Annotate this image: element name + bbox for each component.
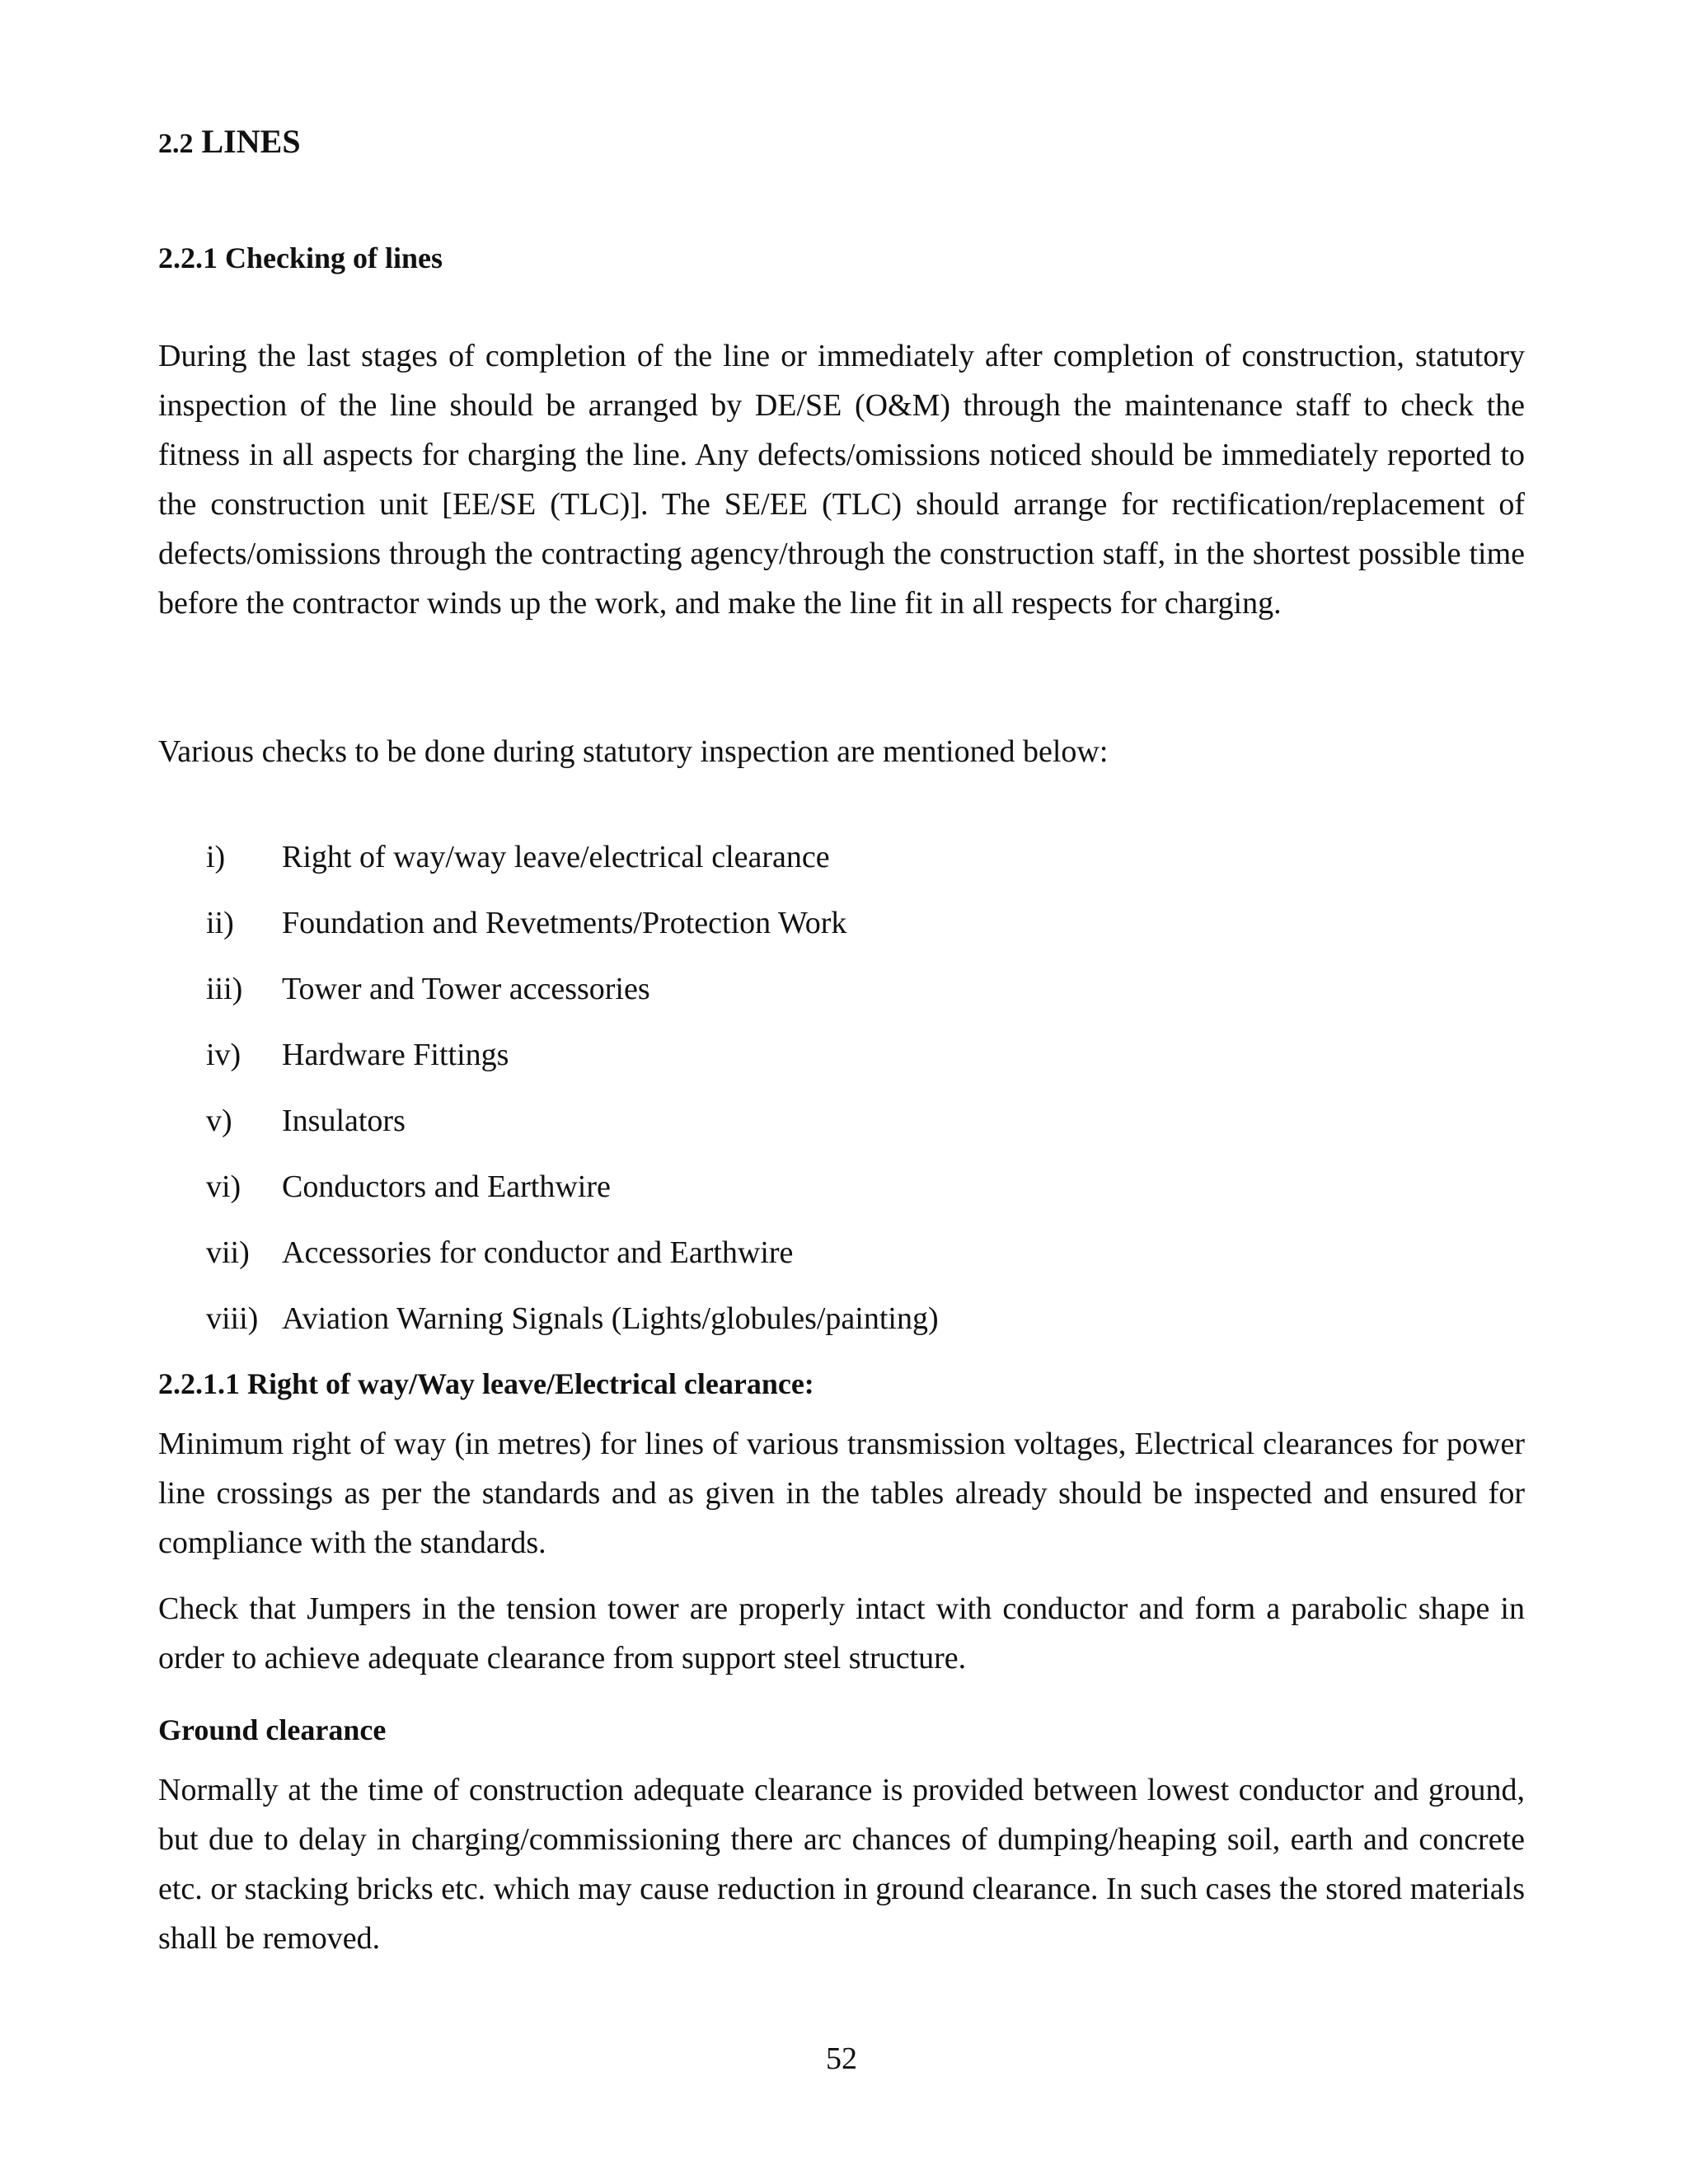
- list-item: iv) Hardware Fittings: [206, 1038, 509, 1072]
- list-item: vii) Accessories for conductor and Earthwire: [206, 1235, 794, 1270]
- intro-paragraph: During the last stages of completion of the line or immediately after completion of construction, statutory inspection of the line should be arranged by DE/SE (O&M) through the maintenance staff to check the fitness in all aspects for charging the line. Any defects/omissions noticed should be immediately reported to the construction unit [EE/SE (TLC)]. The SE/EE (TLC) should arrange for rectification/replacement of defects/omissions through the contracting agency/through the construction staff, in the shortest possible time before the contractor winds up the work, and make the line fit in all respects for charging.: [158, 339, 1525, 621]
- list-item: v) Insulators: [206, 1104, 406, 1138]
- list-item: i) Right of way/way leave/electrical clearance: [206, 840, 830, 874]
- checks-list: [206, 824, 939, 1352]
- ground-clearance-paragraph: Normally at the time of construction adequate clearance is provided between lowest conductor and ground, but due to delay in charging/commissioning there arc chances of dumping/heaping soil, earth and concrete etc. or stacking bricks etc. which may cause reduction in ground clearance. In such cases the stored materials shall be removed.: [158, 1773, 1525, 1956]
- jumpers-paragraph: Check that Jumpers in the tension tower are properly intact with conductor and form a parabolic shape in order to achieve adequate clearance from support steel structure.: [158, 1591, 1525, 1675]
- ground-clearance-heading: Ground clearance: [158, 1713, 387, 1746]
- list-item: iii) Tower and Tower accessories: [206, 972, 650, 1006]
- subsection-heading: 2.2.1 Checking of lines: [158, 241, 443, 274]
- list-item: ii) Foundation and Revetments/Protection Work: [206, 906, 847, 940]
- page-number: 52: [826, 2041, 857, 2076]
- list-item: viii) Aviation Warning Signals (Lights/globules/painting): [206, 1301, 939, 1336]
- section-heading: [158, 122, 301, 161]
- list-item: vi) Conductors and Earthwire: [206, 1169, 611, 1204]
- subsubsection-heading: 2.2.1.1 Right of way/Way leave/Electrical clearance:: [158, 1367, 814, 1400]
- checks-intro-paragraph: Various checks to be done during statutory inspection are mentioned below:: [158, 734, 1109, 769]
- section-number: 2.2: [158, 129, 194, 159]
- right-of-way-paragraph: Minimum right of way (in metres) for lines of various transmission voltages, Electrical clearances for power line crossings as per the standards and as given in the tables already should be inspected and ensured for compliance with the standards.: [158, 1427, 1525, 1560]
- section-title: LINES: [201, 123, 301, 160]
